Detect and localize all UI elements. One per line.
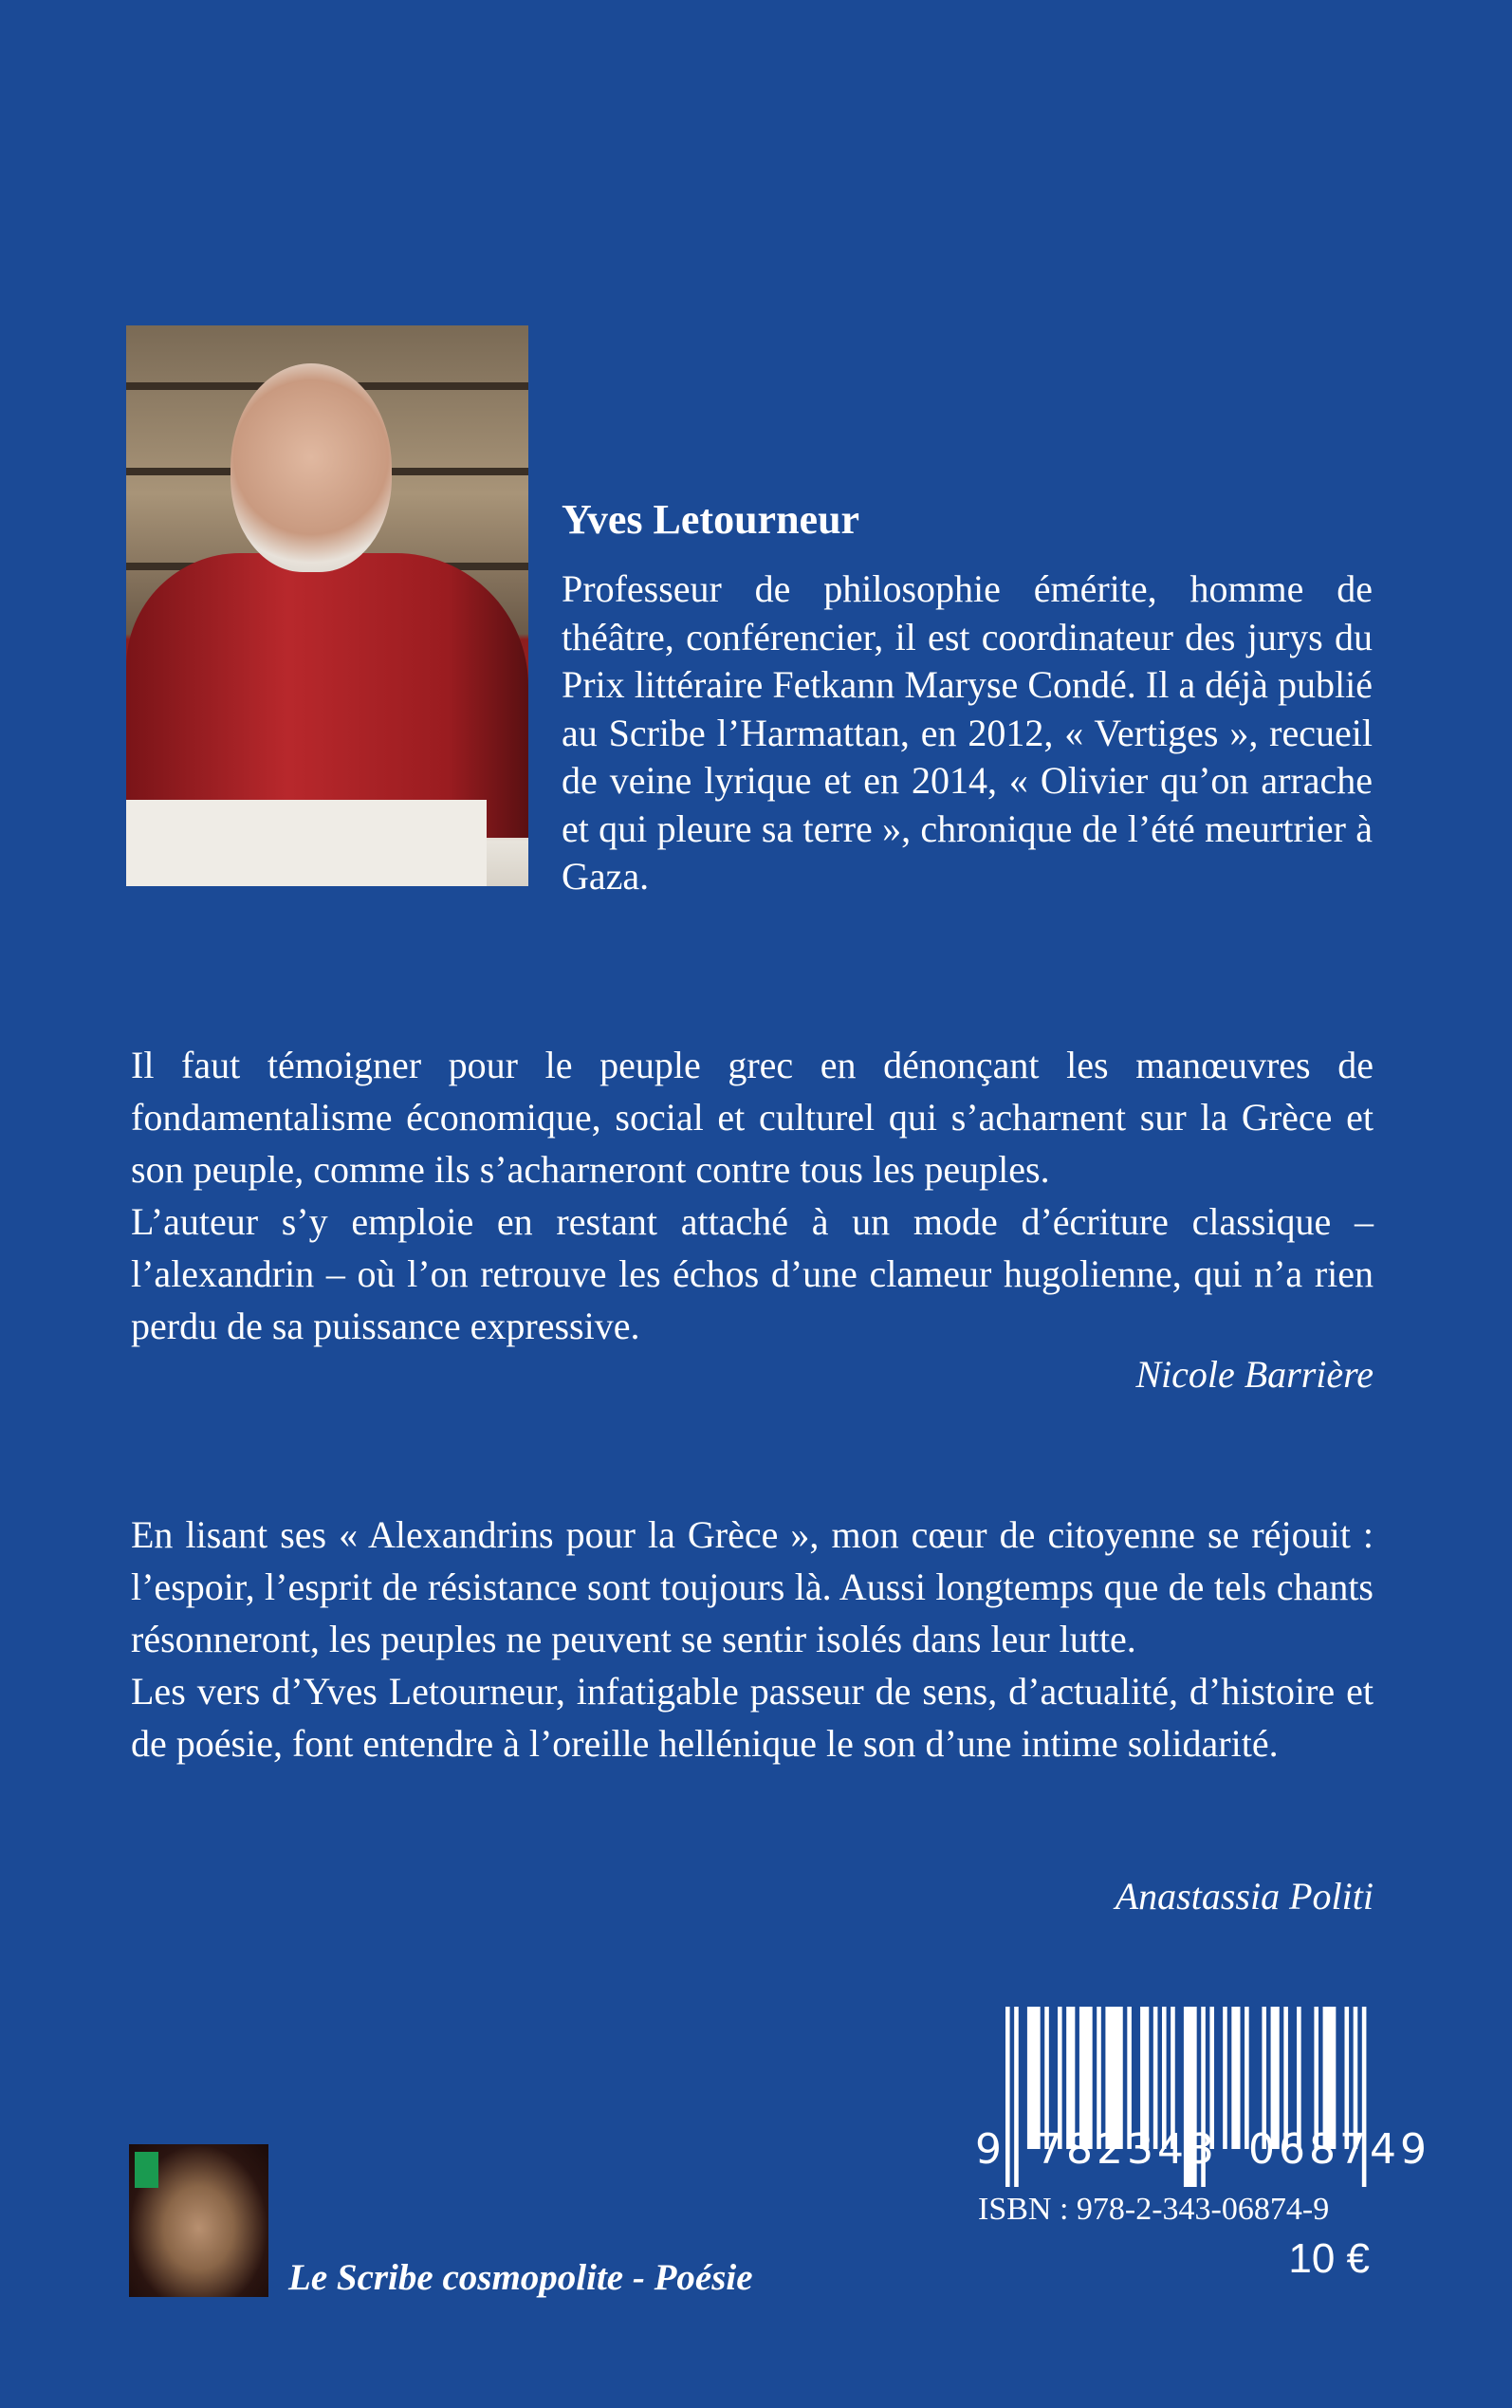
open-book [126,800,487,886]
quote-2-signature: Anastassia Politi [1115,1875,1374,1917]
quote-2 [131,1509,1374,1769]
quote-paragraph: L’auteur s’y emploie en restant attaché à un mode d’écriture classique – l’alexandrin – où l’on retrouve les échos d’une clameur hugolienne, qui n’a rien perdu de sa puissance expressive. [131,1200,1374,1347]
quote-1-signature: Nicole Barrière [1135,1353,1374,1396]
author-head [230,363,392,572]
isbn: ISBN : 978-2-343-06874-9 [978,2192,1330,2227]
author-name: Yves Letourneur [562,496,860,543]
author-shirt [126,553,528,838]
author-photo [126,325,528,886]
barcode-digits-right: 068749 [1247,2125,1430,2174]
harmattan-badge [135,2152,158,2188]
barcode-digits-left: 782343 [1036,2125,1218,2174]
quote-paragraph: Les vers d’Yves Letourneur, infatigable passeur de sens, d’actualité, d’histoire et de poésie, font entendre à l’oreille hellénique le son d’une intime solidarité. [131,1670,1374,1765]
price: 10 € [1288,2235,1370,2282]
collection-name: Le Scribe cosmopolite - Poésie [288,2257,753,2298]
quote-paragraph: En lisant ses « Alexandrins pour la Grèce », mon cœur de citoyenne se réjouit : l’espoir, l’esprit de résistance sont toujours là. Aussi longtemps que de tels chants résonneront, les peuples ne peuvent se sentir isolés dans leur lutte. [131,1513,1374,1660]
publisher-logo [129,2144,268,2297]
barcode-digit-first: 9 [975,2125,1005,2174]
quote-1 [131,1039,1374,1352]
quote-paragraph: Il faut témoigner pour le peuple grec en dénonçant les manœuvres de fondamentalisme économique, social et culturel qui s’acharnent sur la Grèce et son peuple, comme ils s’acharneront contre tous les peuples. [131,1044,1374,1191]
barcode-digits [975,2125,1430,2174]
author-bio: Professeur de philosophie émérite, homme de théâtre, conférencier, il est coordinateur des jurys du Prix littéraire Fetkann Maryse Condé. Il a déjà publié au Scribe l’Harmattan, en 2012, « Vertiges », recueil de veine lyrique et en 2014, « Olivier qu’on arrache et qui pleure sa terre », chronique de l’été meurtrier à Gaza. [562,567,1373,898]
